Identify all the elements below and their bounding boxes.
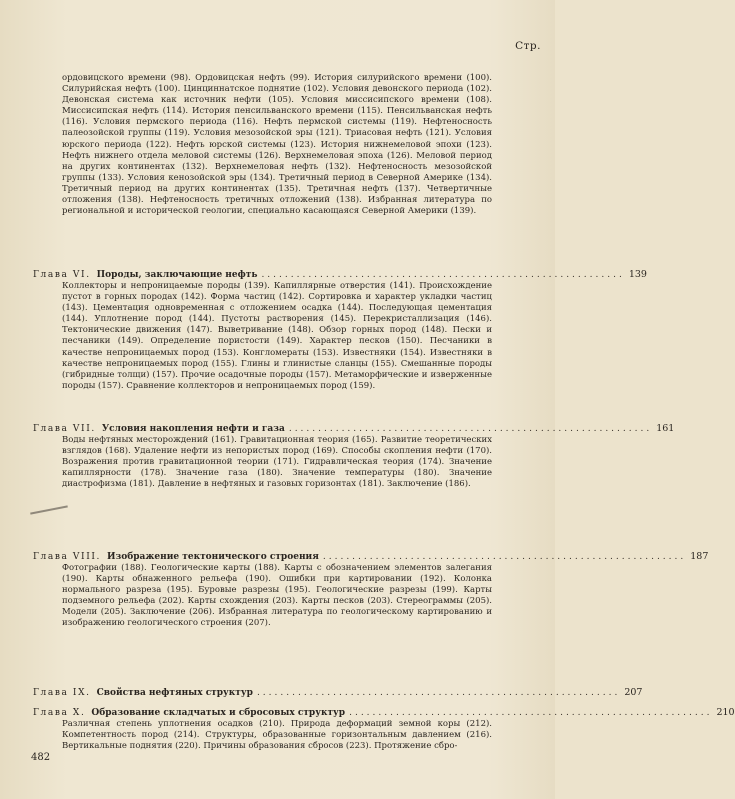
leader-dots: .............................................................. <box>256 688 621 698</box>
leader-dots: .............................................................. <box>349 708 713 718</box>
chapter-name: Изображение тектонического строения <box>106 552 319 562</box>
chapter-10 <box>33 707 735 752</box>
chapter-page-ref: 210 <box>716 707 735 718</box>
leader-dots: .............................................................. <box>261 270 625 280</box>
chapter-title-row <box>33 269 647 281</box>
ink-stroke-mark <box>30 505 68 514</box>
chapter-name: Свойства нефтяных структур <box>96 688 253 698</box>
page-number: 482 <box>31 752 51 763</box>
chapter-title-row <box>33 551 709 563</box>
leader-dots: .............................................................. <box>288 424 653 434</box>
chapter-title-row <box>33 687 643 699</box>
leader-dots: .............................................................. <box>322 552 687 562</box>
chapter-title-row <box>33 423 675 435</box>
chapter-6 <box>33 269 647 392</box>
chapter-label: Глава VIII. <box>33 552 101 562</box>
chapter-name: Условия накопления нефти и газа <box>101 424 285 434</box>
page-column-header: Стр. <box>515 40 541 52</box>
chapter-page-ref: 207 <box>624 687 643 698</box>
chapter-page-ref: 139 <box>628 269 647 280</box>
chapter-contents: Различная степень уплотнения осадков (210). Природа деформаций земной коры (212). Компетентность пород (214). Структуры, образованные горизонтальным давлением (216). Вертикальные поднятия (220). Причины образования сбросов (223). Протяжение сбро- <box>62 719 492 752</box>
chapter-contents: Фотографии (188). Геологические карты (188). Карты с обозначением элементов залегания (190). Карты обнаженного рельефа (190). Ошибки при картировании (192). Колонка нормального разреза (195). Буровые разрезы (195). Геологические разрезы (199). Карты подземного рельефа (202). Карты схождения (203). Карты песков (203). Стереограммы (205). Модели (205). Заключение (206). Избранная литература по геологическому картированию и изображению геологического строения (207). <box>62 563 492 629</box>
chapter-title-row <box>33 707 735 719</box>
chapter-label: Глава VI. <box>33 270 91 280</box>
chapter-contents: Коллекторы и непроницаемые породы (139). Капиллярные отверстия (141). Происхождение пустот в горных породах (142). Форма частиц (142). Сортировка и характер укладки частиц (143). Цементация одновременная с отложением осадка (144). Последующая цементация (144). Уплотнение пород (144). Пустоты растворения (145). Перекристаллизация (146). Тектонические движения (147). Выветривание (148). Обзор горных пород (148). Пески и песчаники (149). Определение пористости (149). Характер песков (150). Песчаники в качестве непроницаемых пород (153). Конгломераты (153). Известняки (154). Известняки в качестве непроницаемых пород (155). Глины и глинистые сланцы (155). Смешанные породы (гибридные толщи) (157). Прочие осадочные породы (157). Метаморфические и изверженные породы (157). Сравнение коллекторов и непроницаемых пород (159). <box>62 281 492 391</box>
chapter-page-ref: 187 <box>690 551 709 562</box>
chapter-label: Глава IX. <box>33 688 91 698</box>
intro-paragraph: ордовицского времени (98). Ордовицская нефть (99). История силурийского времени (100). Силурийская нефть (100). Цинциннатское поднятие (102). Условия девонского периода (102). Девонская система как источник нефти (105). Условия миссисипского времени (108). Миссисипская нефть (114). История пенсильванского времени (115). Пенсильванская нефть (116). Условия пермского периода (116). Нефть пермской системы (119). Нефтеносность палеозойской группы (119). Условия мезозойской эры (121). Триасовая нефть (121). Условия юрского периода (122). Нефть юрской системы (123). История нижнемеловой эпохи (123). Нефть нижнего отдела меловой системы (126). Верхнемеловая эпоха (126). Меловой период на других континентах (132). Верхнемеловая нефть (132). Нефтеносность мезозойской группы (133). Условия кенозойской эры (134). Третичный период в Северной Америке (134). Третичный период на других континентах (135). Третичная нефть (137). Четвертичные отложения (138). Нефтеносность третичных отложений (138). Избранная литература по региональной и исторической геологии, специально касающаяся Северной Америки (139). <box>62 73 492 217</box>
chapter-7 <box>33 423 675 490</box>
chapter-page-ref: 161 <box>656 423 675 434</box>
chapter-label: Глава X. <box>33 708 86 718</box>
chapter-name: Породы, заключающие нефть <box>96 270 258 280</box>
chapter-9 <box>33 687 643 699</box>
chapter-8 <box>33 551 709 630</box>
chapter-name: Образование складчатых и сбросовых структур <box>91 708 346 718</box>
chapter-label: Глава VII. <box>33 424 96 434</box>
chapter-contents: Воды нефтяных месторождений (161). Гравитационная теория (165). Развитие теоретических взглядов (168). Удаление нефти из непористых пород (169). Способы скопления нефти (170). Возражения против гравитационной теории (171). Гидравлическая теория (174). Значение капиллярности (178). Значение газа (180). Значение температуры (180). Значение диастрофизма (181). Давление в нефтяных и газовых горизонтах (181). Заключение (186). <box>62 435 492 490</box>
